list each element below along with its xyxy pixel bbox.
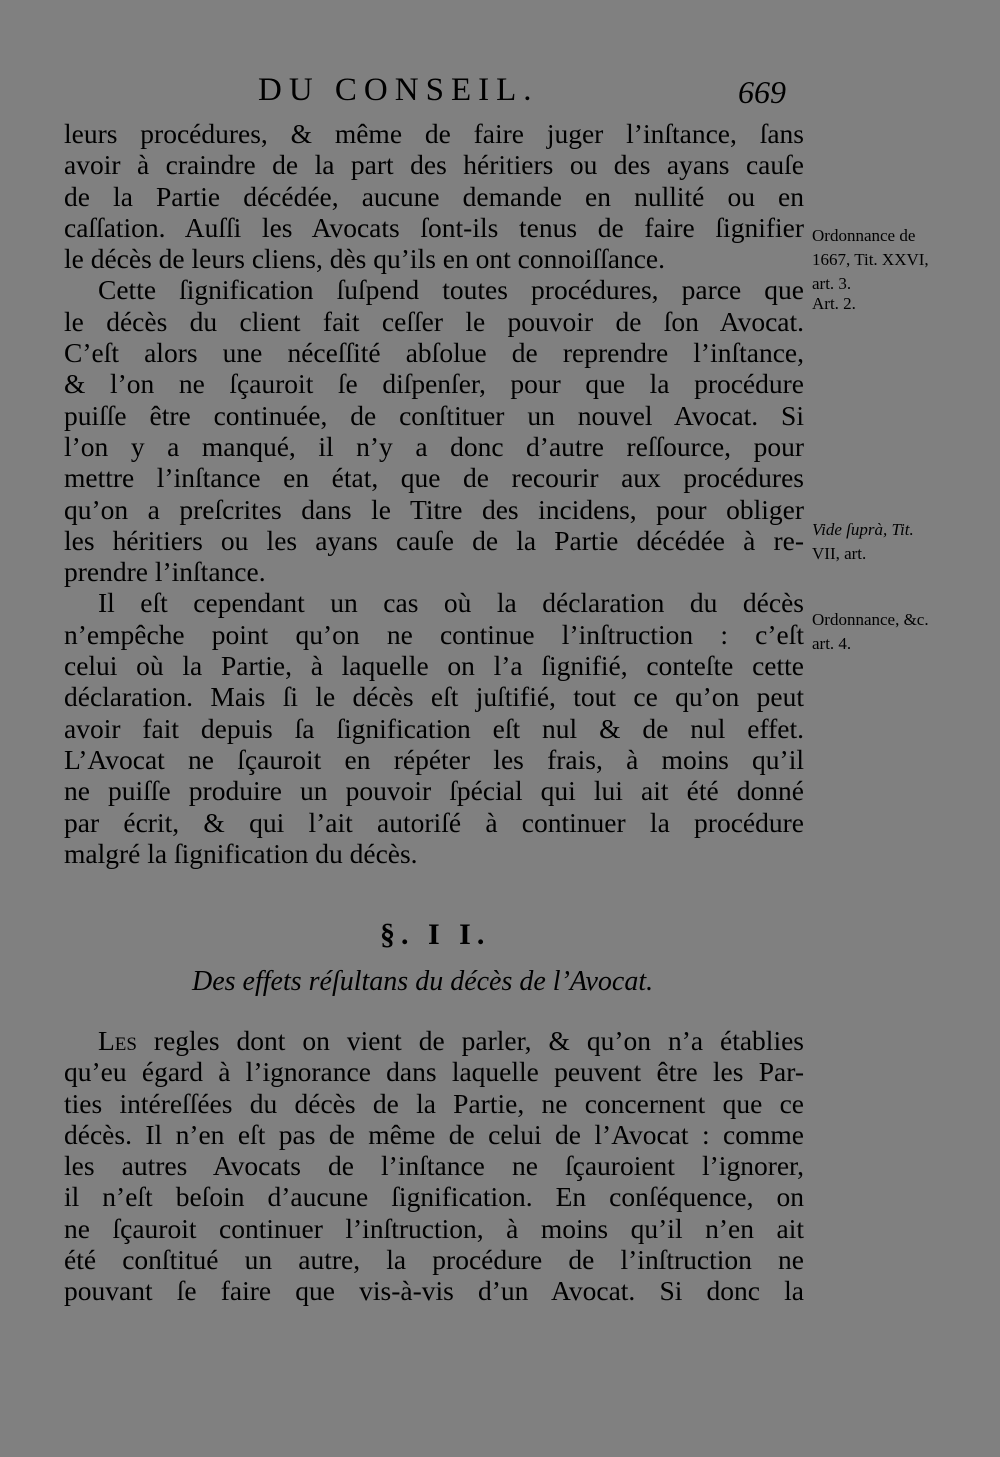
text-line: déclaration. Mais ſi le décès eſt juſtifié, tout ce qu’on peut — [64, 681, 804, 713]
text-line: pouvant ſe faire que vis-à-vis d’un Avocat. Si donc la — [64, 1275, 804, 1307]
text-line: par écrit, & qui l’ait autoriſé à continuer la procédure — [64, 806, 804, 838]
text-line: décès. Il n’en eſt pas de même de celui de l’Avocat : comme — [64, 1118, 804, 1150]
text-line: avoir à craindre de la part des héritiers ou des ayans cauſe — [64, 149, 804, 181]
text-line: les héritiers ou les ayans cauſe de la Partie décédée à re- — [64, 524, 804, 556]
text-line: celui où la Partie, à laquelle on l’a ſignifié, conteſte cette — [64, 650, 804, 682]
body-text-bottom — [64, 1025, 804, 1307]
margin-note-line: art. 4. — [812, 634, 852, 653]
margin-note — [812, 292, 992, 316]
text-line: été conſtitué un autre, la procédure de l’inſtruction ne — [64, 1244, 804, 1276]
page-header — [0, 72, 1000, 116]
text-line: puiſſe être continuée, de conſtituer un nouvel Avocat. Si — [64, 399, 804, 431]
text-line: les autres Avocats de l’inſtance ne ſçauroient l’ignorer, — [64, 1150, 804, 1182]
text-line: malgré la ſignification du décès. — [64, 837, 418, 869]
lead-word: Les — [98, 1025, 137, 1056]
margin-note-line: Vide ſuprà, Tit. — [812, 520, 914, 539]
text-line: le décès de leurs cliens, dès qu’ils en ont connoiſſance. — [64, 243, 665, 275]
margin-note-line: Ordonnance de — [812, 226, 916, 245]
text-line: de la Partie décédée, aucune demande en nullité ou en — [64, 180, 804, 212]
text-line — [64, 1025, 804, 1056]
margin-note-line: Art. 2. — [812, 294, 856, 313]
text-line: & l’on ne ſçauroit ſe diſpenſer, pour que la procédure — [64, 368, 804, 400]
text-line: ne ſçauroit continuer l’inſtruction, à moins qu’il n’en ait — [64, 1212, 804, 1244]
text-line: qu’on a preſcrites dans le Titre des incidens, pour obliger — [64, 493, 804, 525]
section-subtitle: Des effets réſultans du décès de l’Avocat. — [192, 966, 654, 997]
text-line: le décès du client fait ceſſer le pouvoir de ſon Avocat. — [64, 305, 804, 337]
margin-note-line: 1667, Tit. XXVI, — [812, 250, 929, 269]
margin-note — [812, 224, 992, 296]
text-line: Cette ſignification ſuſpend toutes procédures, parce que — [98, 274, 804, 306]
text-line: qu’eu égard à l’ignorance dans laquelle peuvent être les Par- — [64, 1056, 804, 1088]
text-line: ne puiſſe produire un pouvoir ſpécial qui lui ait été donné — [64, 775, 804, 807]
text-line: C’eſt alors une néceſſité abſolue de reprendre l’inſtance, — [64, 337, 804, 369]
margin-note — [812, 518, 992, 566]
margin-note-line: art. 3. — [812, 274, 852, 293]
page-number: 669 — [738, 74, 786, 110]
section-heading: §. I I. — [380, 918, 491, 951]
text-line: avoir fait depuis ſa ſignification eſt nul & de nul effet. — [64, 712, 804, 744]
text-line: mettre l’inſtance en état, que de recourir aux procédures — [64, 462, 804, 494]
running-title: DU CONSEIL. — [258, 72, 539, 108]
text-line: L’Avocat ne ſçauroit en répéter les frais, à moins qu’il — [64, 743, 804, 775]
text-line: n’empêche point qu’on ne continue l’inſtruction : c’eſt — [64, 618, 804, 650]
text-line: il n’eſt beſoin d’aucune ſignification. En conſéquence, on — [64, 1181, 804, 1213]
text-line: l’on y a manqué, il n’y a donc d’autre reſſource, pour — [64, 430, 804, 462]
first-line-rest: regles dont on vient de parler, & qu’on n’a établies — [136, 1025, 804, 1056]
text-line: ties intéreſſées du décès de la Partie, ne concernent que ce — [64, 1087, 804, 1119]
margin-note-line: Ordonnance, &c. — [812, 610, 929, 629]
text-line: prendre l’inſtance. — [64, 556, 266, 588]
text-line: leurs procédures, & même de faire juger l’inſtance, ſans — [64, 118, 804, 149]
text-line: caſſation. Auſſi les Avocats ſont-ils tenus de faire ſignifier — [64, 211, 804, 243]
margin-note — [812, 608, 992, 656]
margin-note-line: VII, art. — [812, 544, 867, 563]
text-line: Il eſt cependant un cas où la déclaration du décès — [98, 587, 804, 619]
body-text-top — [64, 118, 804, 869]
